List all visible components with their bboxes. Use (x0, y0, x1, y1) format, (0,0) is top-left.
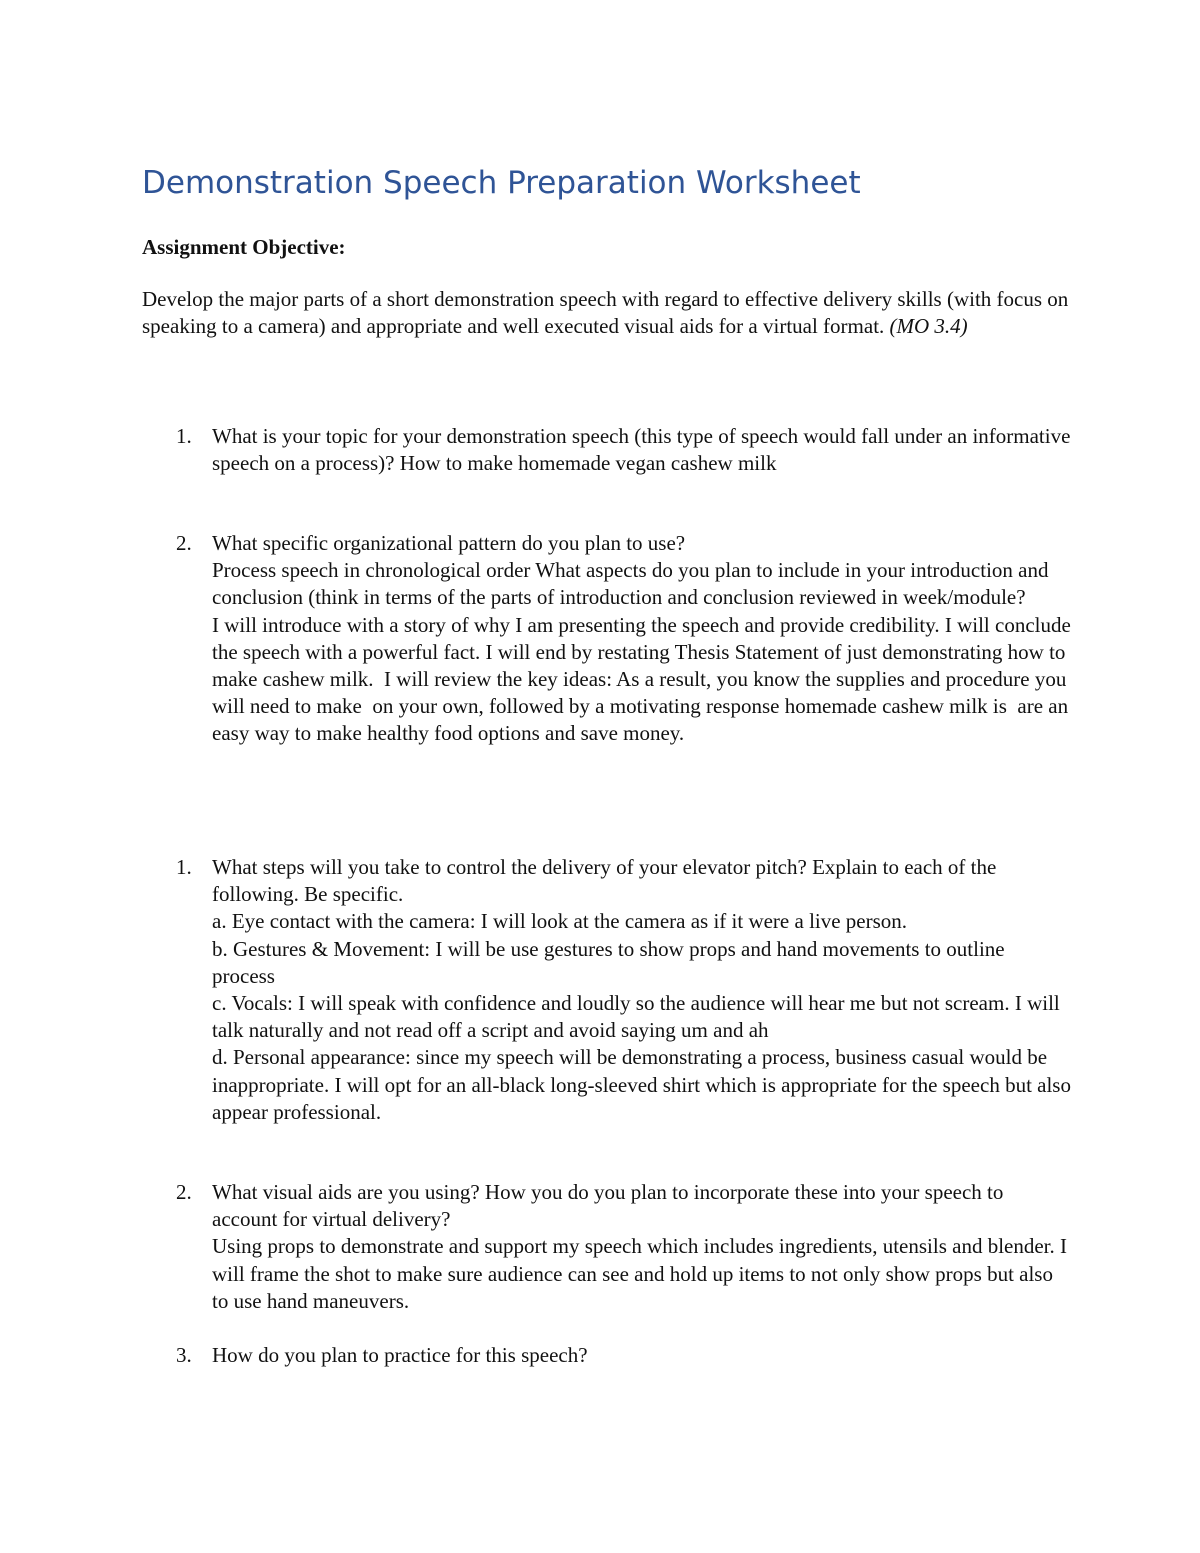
question-body (212, 854, 1077, 1126)
answer-vocals: c. Vocals: I will speak with confidence and loudly so the audience will hear me but not scream. I will talk naturally and not read off a script and avoid saying um and ah (212, 991, 1065, 1043)
answer-text: I will introduce with a story of why I am presenting the speech and provide credibility. I will conclude the speech with a powerful fact. I will end by restating Thesis Statement of just demonstrating how to make cashew milk. I will review the key ideas: As a result, you know the supplies and procedure you will need to make on your own, followed by a motivating response homemade cashew milk is are an easy way to make healthy food options and save money. (212, 612, 1077, 746)
question-text: How do you plan to practice for this speech? (212, 1343, 588, 1367)
question-body (212, 1179, 1072, 1315)
answer-text: Process speech in chronological order What aspects do you plan to include in your introduction and conclusion (think in terms of the parts of introduction and conclusion reviewed in week/module? (212, 558, 1054, 610)
objective-reference: (MO 3.4) (889, 314, 968, 339)
question-body (212, 423, 1076, 477)
objective-paragraph (142, 286, 1072, 340)
question-text: What is your topic for your demonstration speech (this type of speech would fall under an informative speech on a process)? How to make homemade vegan cashew milk (212, 424, 1076, 476)
question-number: 2. (176, 1180, 192, 1204)
answer-text: Using props to demonstrate and support my speech which includes ingredients, utensils and blender. I will frame the shot to make sure audience can see and hold up items to not only show props but also to use hand maneuvers. (212, 1234, 1073, 1313)
document-title: Demonstration Speech Preparation Worksheet (142, 165, 861, 201)
question-text: What visual aids are you using? How you do you plan to incorporate these into your speech to account for virtual delivery? (212, 1180, 1009, 1232)
answer-gestures: b. Gestures & Movement: I will be use gestures to show props and hand movements to outline process (212, 936, 1010, 988)
question-number: 1. (176, 424, 192, 448)
objective-heading: Assignment Objective: (142, 235, 346, 259)
question-text: What specific organizational pattern do you plan to use? (212, 531, 686, 555)
answer-eye-contact: a. Eye contact with the camera: I will look at the camera as if it were a live person. (212, 909, 908, 934)
question-text: What steps will you take to control the delivery of your elevator pitch? Explain to each of the following. Be specific. (212, 855, 1002, 907)
question-number: 3. (176, 1343, 192, 1367)
objective-text: Develop the major parts of a short demonstration speech with regard to effective delivery skills (with focus on speaking to a camera) and appropriate and well executed visual aids for a virtual format. (142, 287, 1069, 339)
question-number: 2. (176, 531, 192, 555)
question-number: 1. (176, 855, 192, 879)
question-body (212, 1342, 1072, 1369)
answer-appearance: d. Personal appearance: since my speech will be demonstrating a process, business casual would be inappropriate. I will opt for an all-black long-sleeved shirt which is appropriate for the speech but also appear professional. (212, 1045, 1077, 1124)
question-body (212, 530, 1077, 748)
